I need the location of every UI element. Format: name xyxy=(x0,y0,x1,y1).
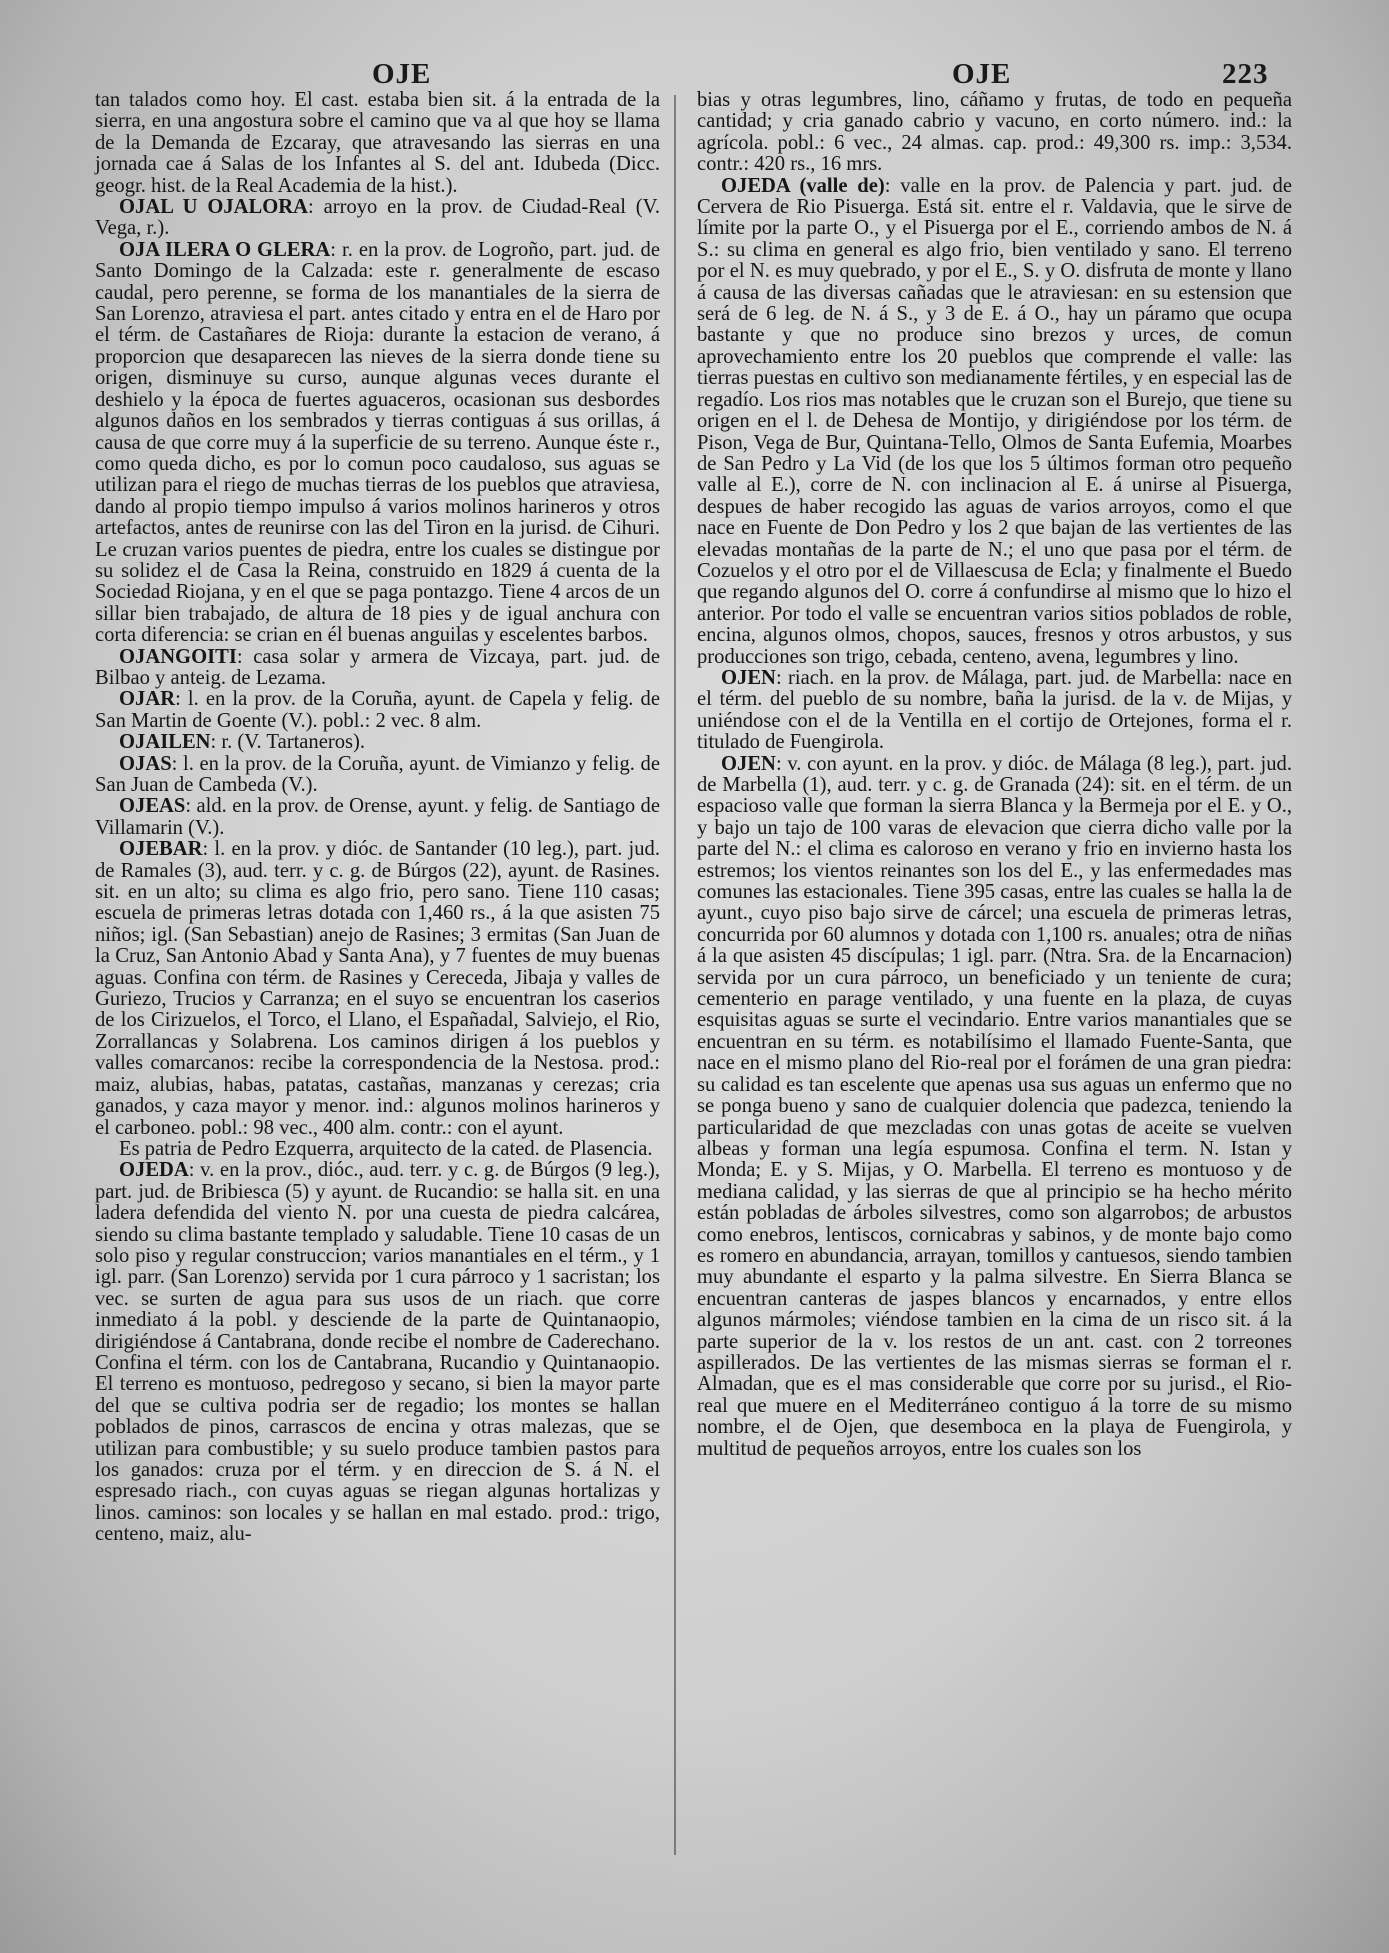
entry-headword: OJANGOITI xyxy=(119,645,237,668)
dictionary-entry xyxy=(697,176,1292,668)
entry-text: : v. con ayunt. en la prov. y dióc. de Málaga (8 leg.), part. jud. de Marbella (1), aud. terr. y c. g. de Granada (24): sit. en el térm. de un espacioso valle que forman la sierra Blanca y la Bermeja por el E. y O., y bajo un tajo de 100 varas de elevacion que cierra dicho valle por la parte del N.: el clima es caloroso en verano y frio en invierno hasta los estremos; los vientos reinantes son los del E., y las enfermedades mas comunes las estacionales. Tiene 395 casas, entre las cuales se halla la de ayunt., cuyo piso bajo sirve de cárcel; una escuela de primeras letras, concurrida por 60 alumnos y dotada con 1,100 rs. anuales; otra de niñas á la que asisten 45 discípulas; 1 igl. parr. (Ntra. Sra. de la Encarnacion) servida por un cura párroco, un beneficiado y un teniente de cura; cementerio en parage ventilado, y una fuente en la plaza, de cuyas esquisitas aguas se surte el vecindario. Entre varios manantiales que se encuentran en su térm. es notabilísimo el llamado Fuente-Santa, que nace en el mismo plano del Rio-real por el forámen de una gran piedra: su calidad es tan escelente que apenas usa sus aguas un enfermo que no se ponga bueno y sano de cualquier dolencia que padezca, teniendo la particularidad de que mezcladas con unas gotas de aceite se vuelven albeas y forman una legía espumosa. Confina el term. N. Istan y Monda; E. y S. Mijas, y O. Marbella. El terreno es montuoso y de mediana calidad, y las sierras de que al principio se ha hecho mérito están pobladas de árboles silvestres, como son algarrobos; de arbustos como enebros, lentiscos, cornicabras y sabinos, y de monte bajo como es romero en abundancia, arrayan, tomillos y cantuesos, siendo tambien muy abundante el esparto y la palma silvestre. En Sierra Blanca se encuentran canteras de jaspes blancos y encarnados, y entre ellos algunos mármoles; viéndose tambien en la cima de un risco sit. á la parte superior de la v. los restos de un ant. cast. con 2 torreones aspillerados. De las vertientes de las mismas sierras se forman el r. Almadan, que es el mas considerable que corre por su jurisd., el Rio-real que muere en el Mediterráneo contiguo á la torre de su mismo nombre, el de Ojen, que desemboca en la playa de Fuengirola, y multitud de pequeños arroyos, entre los cuales son los xyxy=(697,752,1292,1460)
page-number: 223 xyxy=(1222,58,1269,90)
left-column xyxy=(95,90,660,1546)
entry-text: : v. en la prov., dióc., aud. terr. y c. g. de Búrgos (9 leg.), part. jud. de Bribiesca (5) y ayunt. de Rucandio: se halla sit. en una ladera defendida del viento N. por una cuesta de piedra calcárea, siendo su clima bastante templado y saludable. Tiene 10 casas de un solo piso y regular construccion; varios manantiales en el térm., y 1 igl. parr. (San Lorenzo) servida por 1 cura párroco y 1 sacristan; los vec. se surten de agua para sus usos de un riach. que corre inmediato á la pobl. y desciende de la parte de Quintanaopio, dirigiéndose á Cantabrana, donde recibe el nombre de Caderechano. Confina el térm. con los de Cantabrana, Rucandio y Quintanaopio. El terreno es montuoso, pedregoso y secano, si bien la mayor parte del que se cultiva podria ser de regadio; los montes se hallan poblados de pinos, carrascos de encina y otras malezas, que se utilizan para combustible; y su suelo produce tambien pastos para los ganados: cruza por el térm. y en direccion de S. á N. el espresado riach., con cuyas aguas se riegan algunas hortalizas y linos. caminos: son locales y se hallan en mal estado. prod.: trigo, centeno, maiz, alu- xyxy=(95,1159,660,1546)
entry-text: : ald. en la prov. de Orense, ayunt. y felig. de Santiago de Villamarin (V.). xyxy=(95,795,660,839)
dictionary-entry xyxy=(95,240,660,647)
entry-headword: OJAL U OJALORA xyxy=(119,196,309,219)
entry-text: : casa solar y armera de Vizcaya, part. jud. de Bilbao y anteig. de Lezama. xyxy=(95,645,660,689)
entry-headword: OJEBAR xyxy=(119,838,203,861)
entry-text: : l. en la prov. de la Coruña, ayunt. de Capela y felig. de San Martin de Goente (V.). pobl.: 2 vec. 8 alm. xyxy=(95,688,660,732)
dictionary-entry xyxy=(95,754,660,797)
entry-text: bias y otras legumbres, lino, cáñamo y frutas, de todo en pequeña cantidad; y cria ganado cabrio y vacuno, en corto número. ind.: la agrícola. pobl.: 6 vec., 24 almas. cap. prod.: 49,300 rs. imp.: 3,534. contr.: 420 rs., 16 mrs. xyxy=(697,89,1292,176)
dictionary-entry xyxy=(95,839,660,1139)
entry-text: : l. en la prov. y dióc. de Santander (10 leg.), part. jud. de Ramales (3), aud. terr. y c. g. de Búrgos (22), ayunt. de Rasines. sit. en un alto; su clima es algo frio, pero sano. Tiene 110 casas; escuela de primeras letras dotada con 1,460 rs., á la que asisten 75 niños; igl. (San Sebastian) anejo de Rasines; 3 ermitas (San Juan de la Cruz, San Antonio Abad y Santa Ana), y 7 fuentes de muy buenas aguas. Confina con térm. de Rasines y Cereceda, Jibaja y valles de Guriezo, Trucios y Carranza; en el suyo se encuentran los caserios de los Cirizuelos, el Torco, el Llano, el Españadal, Salviejo, el Rio, Zorrallancas y Solabrena. Los caminos dirigen á los pueblos y valles comarcanos: recibe la correspondencia de la Nestosa. prod.: maiz, alubias, habas, patatas, castañas, manzanas y cerezas; cria ganados, y caza mayor y menor. ind.: algunos molinos harineros y el carboneo. pobl.: 98 vec., 400 alm. contr.: con el ayunt. xyxy=(95,838,660,1139)
dictionary-entry xyxy=(95,197,660,240)
column-divider xyxy=(674,95,676,1855)
dictionary-entry xyxy=(95,1160,660,1545)
entry-headword: OJA ILERA O GLERA xyxy=(119,238,331,261)
entry-text: : arroyo en la prov. de Ciudad-Real (V. Vega, r.). xyxy=(95,196,660,240)
dictionary-entry xyxy=(697,90,1292,176)
dictionary-entry xyxy=(95,732,660,753)
entry-text: : r. (V. Tartaneros). xyxy=(210,731,366,754)
entry-headword: OJEN xyxy=(721,666,776,689)
entry-headword: OJEAS xyxy=(119,795,186,818)
dictionary-entry xyxy=(95,1139,660,1160)
running-head-right: OJE xyxy=(952,58,1012,90)
entry-text: : valle en la prov. de Palencia y part. jud. de Cervera de Rio Pisuerga. Está sit. entre el r. Valdavia, que le sirve de límite por la parte O., y el Pisuerga por el E., corriendo ambos de N. á S.: su clima en general es algo frio, bien ventilado y sano. El terreno por el N. es muy quebrado, y por el E., S. y O. disfruta de monte y llano á causa de las diversas cañadas que le atraviesan: en su estension que será de 6 leg. de N. á S., y 3 de E. á O., hay un páramo que ocupa bastante y que no produce sino brezos y urces, de comun aprovechamiento entre los 20 pueblos que comprende el valle: las tierras puestas en cultivo son medianamente fértiles, y en especial las de regadío. Los rios mas notables que le cruzan son el Burejo, que tiene su origen en el l. de Dehesa de Montijo, y dirigiéndose por los térm. de Pison, Vega de Bur, Quintana-Tello, Olmos de Santa Eufemia, Moarbes de San Pedro y La Vid (de los que los 5 últimos forman otro pequeño valle al E.), corre de N. con inclinacion al E. á unirse al Pisuerga, despues de haber recogido las aguas de varios arroyos, como el que nace en Fuente de Don Pedro y los 2 que bajan de las vertientes de las elevadas montañas de la parte de N.; el uno que pasa por el térm. de Cozuelos y el otro por el de Villaescusa de Ecla; y finalmente el Buedo que regando algunos del O. corre á confundirse al mismo que lo hizo el anterior. Por todo el valle se encuentran varios sitios poblados de roble, encina, algunos olmos, chopos, sauces, fresnos y otros arbustos, y sus producciones son trigo, cebada, centeno, avena, legumbres y lino. xyxy=(697,174,1292,668)
entry-text: : r. en la prov. de Logroño, part. jud. de Santo Domingo de la Calzada: este r. generalmente de escaso caudal, pero perenne, se forma de los manantiales de la sierra de San Lorenzo, atraviesa el part. antes citado y entra en el de Haro por el térm. de Castañares de Rioja: durante la estacion de verano, á proporcion que desaparecen las nieves de la sierra donde tiene su origen, disminuye su curso, aunque algunas veces durante el deshielo y la época de fuertes aguaceros, ocasionan sus desbordes algunos daños en los sembrados y tierras contiguas á sus orillas, á causa de que corre muy á la superficie de su terreno. Aunque éste r., como queda dicho, es por lo comun poco caudaloso, sus aguas se utilizan para el riego de muchas tierras de los pueblos que atraviesa, dando al propio tiempo impulso á varios molinos harineros y otros artefactos, antes de reunirse con las del Tiron en la jurisd. de Cihuri. Le cruzan varios puentes de piedra, entre los cuales se distingue por su solidez el de Casa la Reina, construido en 1829 á cuenta de la Sociedad Riojana, y en el que se paga pontazgo. Tiene 4 arcos de un sillar bien trabajado, de altura de 18 pies y de igual anchura con corta diferencia: se crian en él buenas anguilas y escelentes barbos. xyxy=(95,238,660,647)
entry-headword: OJAR xyxy=(119,688,176,711)
entry-headword: OJAILEN xyxy=(119,731,211,754)
entry-text: Es patria de Pedro Ezquerra, arquitecto de la cated. de Plasencia. xyxy=(119,1137,653,1160)
entry-text: tan talados como hoy. El cast. estaba bien sit. á la entrada de la sierra, en una angostura sobre el camino que va al que hoy se llama de la Demanda de Ezcaray, que atravesando las sierras en una jornada cae á Salas de los Infantes al S. del ant. Idubeda (Dicc. geogr. hist. de la Real Academia de la hist.). xyxy=(95,89,660,197)
dictionary-entry xyxy=(697,754,1292,1460)
entry-text: : l. en la prov. de la Coruña, ayunt. de Vimianzo y felig. de San Juan de Cambeda (V.). xyxy=(95,752,660,796)
dictionary-entry xyxy=(95,689,660,732)
dictionary-entry xyxy=(95,90,660,197)
running-head-left: OJE xyxy=(372,58,432,90)
entry-headword: OJEDA xyxy=(119,1159,189,1182)
dictionary-entry xyxy=(95,647,660,690)
entry-text: : riach. en la prov. de Málaga, part. jud. de Marbella: nace en el térm. del pueblo de su nombre, baña la jurisd. de la v. de Mijas, y uniéndose con el de la Ventilla en el cortijo de Ortejones, forma el r. titulado de Fuengirola. xyxy=(697,666,1292,754)
dictionary-entry xyxy=(697,668,1292,754)
entry-headword: OJEN xyxy=(721,752,776,775)
right-column xyxy=(697,90,1292,1460)
entry-headword: OJAS xyxy=(119,752,172,775)
dictionary-entry xyxy=(95,796,660,839)
entry-headword: OJEDA (valle de) xyxy=(721,174,885,197)
